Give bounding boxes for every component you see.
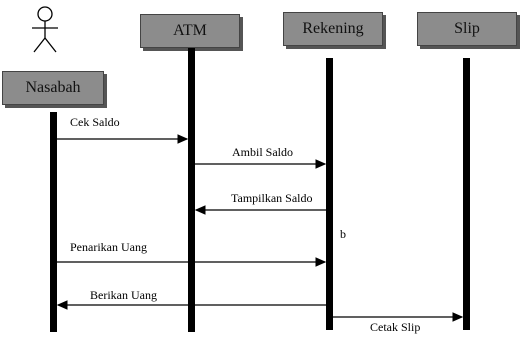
message-label-tampilkan-saldo: Tampilkan Saldo xyxy=(231,191,313,205)
note-b: b xyxy=(340,227,346,241)
actor-nasabah-box: Nasabah xyxy=(2,71,104,105)
message-label-cek-saldo: Cek Saldo xyxy=(70,115,120,129)
object-slip-box: Slip xyxy=(417,12,517,46)
message-label-ambil-saldo: Ambil Saldo xyxy=(232,145,294,159)
message-label-cetak-slip: Cetak Slip xyxy=(370,320,421,334)
message-label-berikan-uang: Berikan Uang xyxy=(90,288,157,302)
object-rekening-box: Rekening xyxy=(283,12,383,46)
message-label-penarikan-uang: Penarikan Uang xyxy=(70,240,147,254)
object-atm-box: ATM xyxy=(140,14,240,48)
